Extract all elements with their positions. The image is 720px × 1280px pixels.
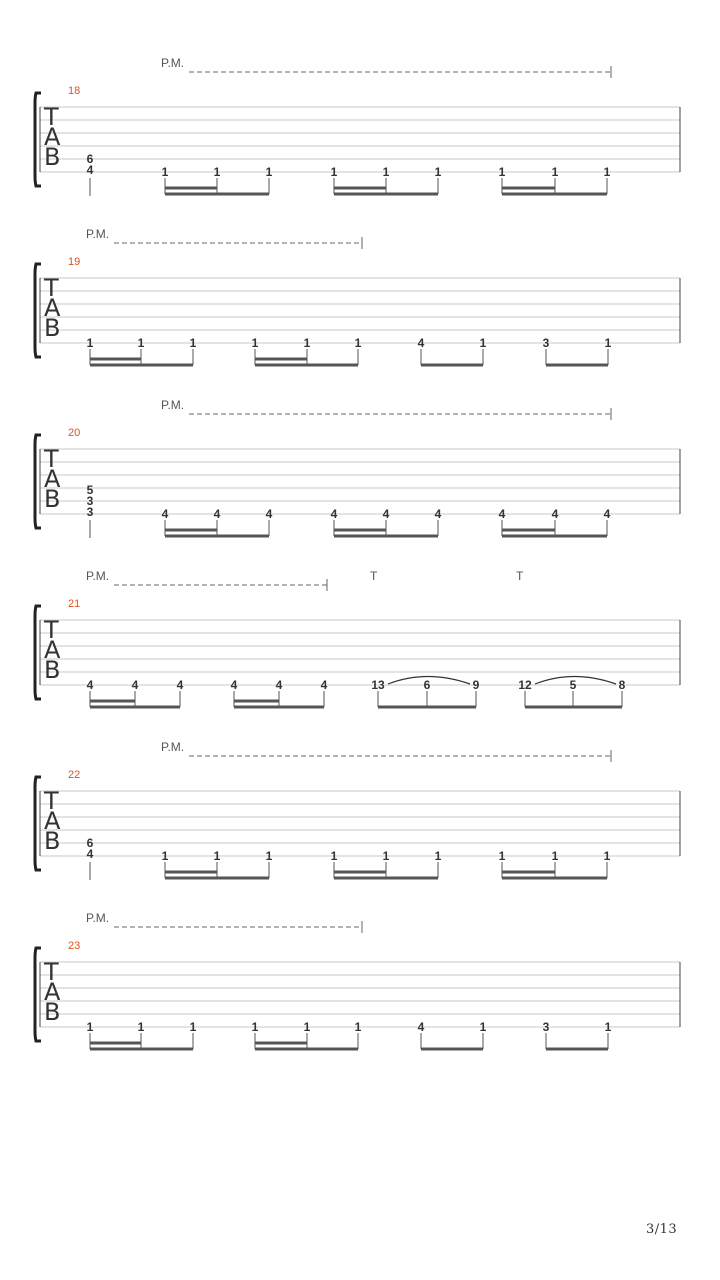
fret-number: 5 xyxy=(569,678,577,692)
fret-number: 1 xyxy=(551,849,559,863)
fret-number: 1 xyxy=(189,1020,197,1034)
fret-number: 1 xyxy=(434,165,442,179)
tab-clef-letter: A xyxy=(44,807,61,835)
fret-number: 1 xyxy=(86,1020,94,1034)
fret-number: 4 xyxy=(265,507,273,521)
chord-note: 3 xyxy=(86,494,94,508)
fret-number: 12 xyxy=(518,678,532,692)
fret-number: 4 xyxy=(417,1020,425,1034)
fret-number: 1 xyxy=(86,336,94,350)
chord-note: 4 xyxy=(86,163,94,177)
fret-number: 4 xyxy=(275,678,283,692)
fret-number: 4 xyxy=(330,507,338,521)
tab-system-21 xyxy=(35,569,680,707)
beat-group xyxy=(543,336,612,365)
tab-clef-letter: T xyxy=(44,274,59,302)
tab-clef-letter: T xyxy=(44,787,59,815)
beat-group xyxy=(518,677,625,708)
beat-group xyxy=(87,678,184,707)
tab-clef-letter: T xyxy=(44,616,59,644)
beat-group xyxy=(418,1020,487,1049)
beat-group xyxy=(499,165,611,194)
tab-clef-letter: T xyxy=(44,103,59,131)
fret-number: 1 xyxy=(603,849,611,863)
tab-clef-letter: B xyxy=(44,998,61,1026)
fret-number: 1 xyxy=(434,849,442,863)
fret-number: 1 xyxy=(161,849,169,863)
beat-group xyxy=(331,849,442,878)
measure-number: 23 xyxy=(68,940,81,952)
fret-number: 1 xyxy=(382,165,390,179)
beat-group xyxy=(499,849,611,878)
beat-group xyxy=(499,507,611,536)
fret-number: 4 xyxy=(382,507,390,521)
fret-number: 6 xyxy=(423,678,431,692)
palm-mute-label: P.M. xyxy=(161,56,185,70)
fret-number: 4 xyxy=(603,507,611,521)
chord-note: 4 xyxy=(86,847,94,861)
fret-number: 1 xyxy=(479,1020,487,1034)
beat-group xyxy=(231,678,328,707)
tab-clef-letter: A xyxy=(44,465,61,493)
tab-clef-letter: A xyxy=(44,636,61,664)
tab-clef-letter: B xyxy=(44,314,61,342)
palm-mute-label: P.M. xyxy=(86,911,110,925)
fret-number: 4 xyxy=(417,336,425,350)
fret-number: 1 xyxy=(251,1020,259,1034)
fret-number: 4 xyxy=(498,507,506,521)
tab-clef-letter: B xyxy=(44,485,61,513)
palm-mute-label: P.M. xyxy=(161,740,185,754)
fret-number: 13 xyxy=(371,678,385,692)
tab-system-18 xyxy=(35,56,680,196)
chord-note: 6 xyxy=(86,836,94,850)
beat-group xyxy=(162,849,273,878)
tab-clef-letter: B xyxy=(44,143,61,171)
beat-group xyxy=(162,165,273,194)
measure-number: 20 xyxy=(68,427,81,439)
palm-mute-label: P.M. xyxy=(86,227,110,241)
tab-system-22 xyxy=(35,740,680,880)
fret-number: 4 xyxy=(86,678,94,692)
fret-number: 1 xyxy=(251,336,259,350)
beat-group xyxy=(162,507,273,536)
beat-group xyxy=(331,507,442,536)
measure-number: 22 xyxy=(68,769,81,781)
fret-number: 1 xyxy=(354,336,362,350)
chord-note: 6 xyxy=(86,152,94,166)
fret-number: 1 xyxy=(603,165,611,179)
fret-number: 1 xyxy=(498,849,506,863)
fret-number: 3 xyxy=(542,336,550,350)
fret-number: 4 xyxy=(434,507,442,521)
fret-number: 3 xyxy=(542,1020,550,1034)
tab-system-23 xyxy=(35,911,680,1049)
tab-clef-letter: A xyxy=(44,123,61,151)
beat-group xyxy=(543,1020,612,1049)
measure-number: 18 xyxy=(68,85,81,97)
fret-number: 1 xyxy=(303,336,311,350)
fret-number: 1 xyxy=(479,336,487,350)
measure-number: 19 xyxy=(68,256,81,268)
palm-mute-label: P.M. xyxy=(161,398,185,412)
beat-group xyxy=(331,165,442,194)
fret-number: 1 xyxy=(213,849,221,863)
beat-group xyxy=(371,677,479,708)
tab-clef-letter: B xyxy=(44,827,61,855)
chord-note: 3 xyxy=(86,505,94,519)
beat-group xyxy=(418,336,487,365)
fret-number: 4 xyxy=(320,678,328,692)
palm-mute-label: P.M. xyxy=(86,569,110,583)
fret-number: 1 xyxy=(189,336,197,350)
measure-number: 21 xyxy=(68,598,81,610)
fret-number: 1 xyxy=(604,336,612,350)
fret-number: 9 xyxy=(472,678,480,692)
fret-number: 1 xyxy=(382,849,390,863)
fret-number: 4 xyxy=(551,507,559,521)
fret-number: 4 xyxy=(230,678,238,692)
fret-number: 4 xyxy=(161,507,169,521)
fret-number: 1 xyxy=(137,1020,145,1034)
beat-group xyxy=(87,1020,197,1049)
fret-number: 1 xyxy=(354,1020,362,1034)
fret-number: 8 xyxy=(618,678,626,692)
tab-clef-letter: B xyxy=(44,656,61,684)
tab-clef-letter: A xyxy=(44,294,61,322)
chord-note: 5 xyxy=(86,483,94,497)
tab-system-20 xyxy=(35,398,680,538)
tap-label: T xyxy=(370,569,378,583)
tab-system-19 xyxy=(35,227,680,365)
tab-clef-letter: T xyxy=(44,445,59,473)
fret-number: 1 xyxy=(498,165,506,179)
beat-group xyxy=(252,336,362,365)
tab-clef-letter: T xyxy=(44,958,59,986)
fret-number: 1 xyxy=(265,165,273,179)
tap-label: T xyxy=(516,569,524,583)
page-number: 3/13 xyxy=(646,1222,678,1237)
beat-group xyxy=(252,1020,362,1049)
fret-number: 4 xyxy=(176,678,184,692)
fret-number: 1 xyxy=(137,336,145,350)
fret-number: 1 xyxy=(551,165,559,179)
beat-group xyxy=(87,336,197,365)
fret-number: 1 xyxy=(213,165,221,179)
fret-number: 4 xyxy=(131,678,139,692)
fret-number: 1 xyxy=(303,1020,311,1034)
fret-number: 1 xyxy=(161,165,169,179)
fret-number: 1 xyxy=(330,849,338,863)
tab-clef-letter: A xyxy=(44,978,61,1006)
fret-number: 1 xyxy=(330,165,338,179)
fret-number: 1 xyxy=(604,1020,612,1034)
fret-number: 4 xyxy=(213,507,221,521)
fret-number: 1 xyxy=(265,849,273,863)
